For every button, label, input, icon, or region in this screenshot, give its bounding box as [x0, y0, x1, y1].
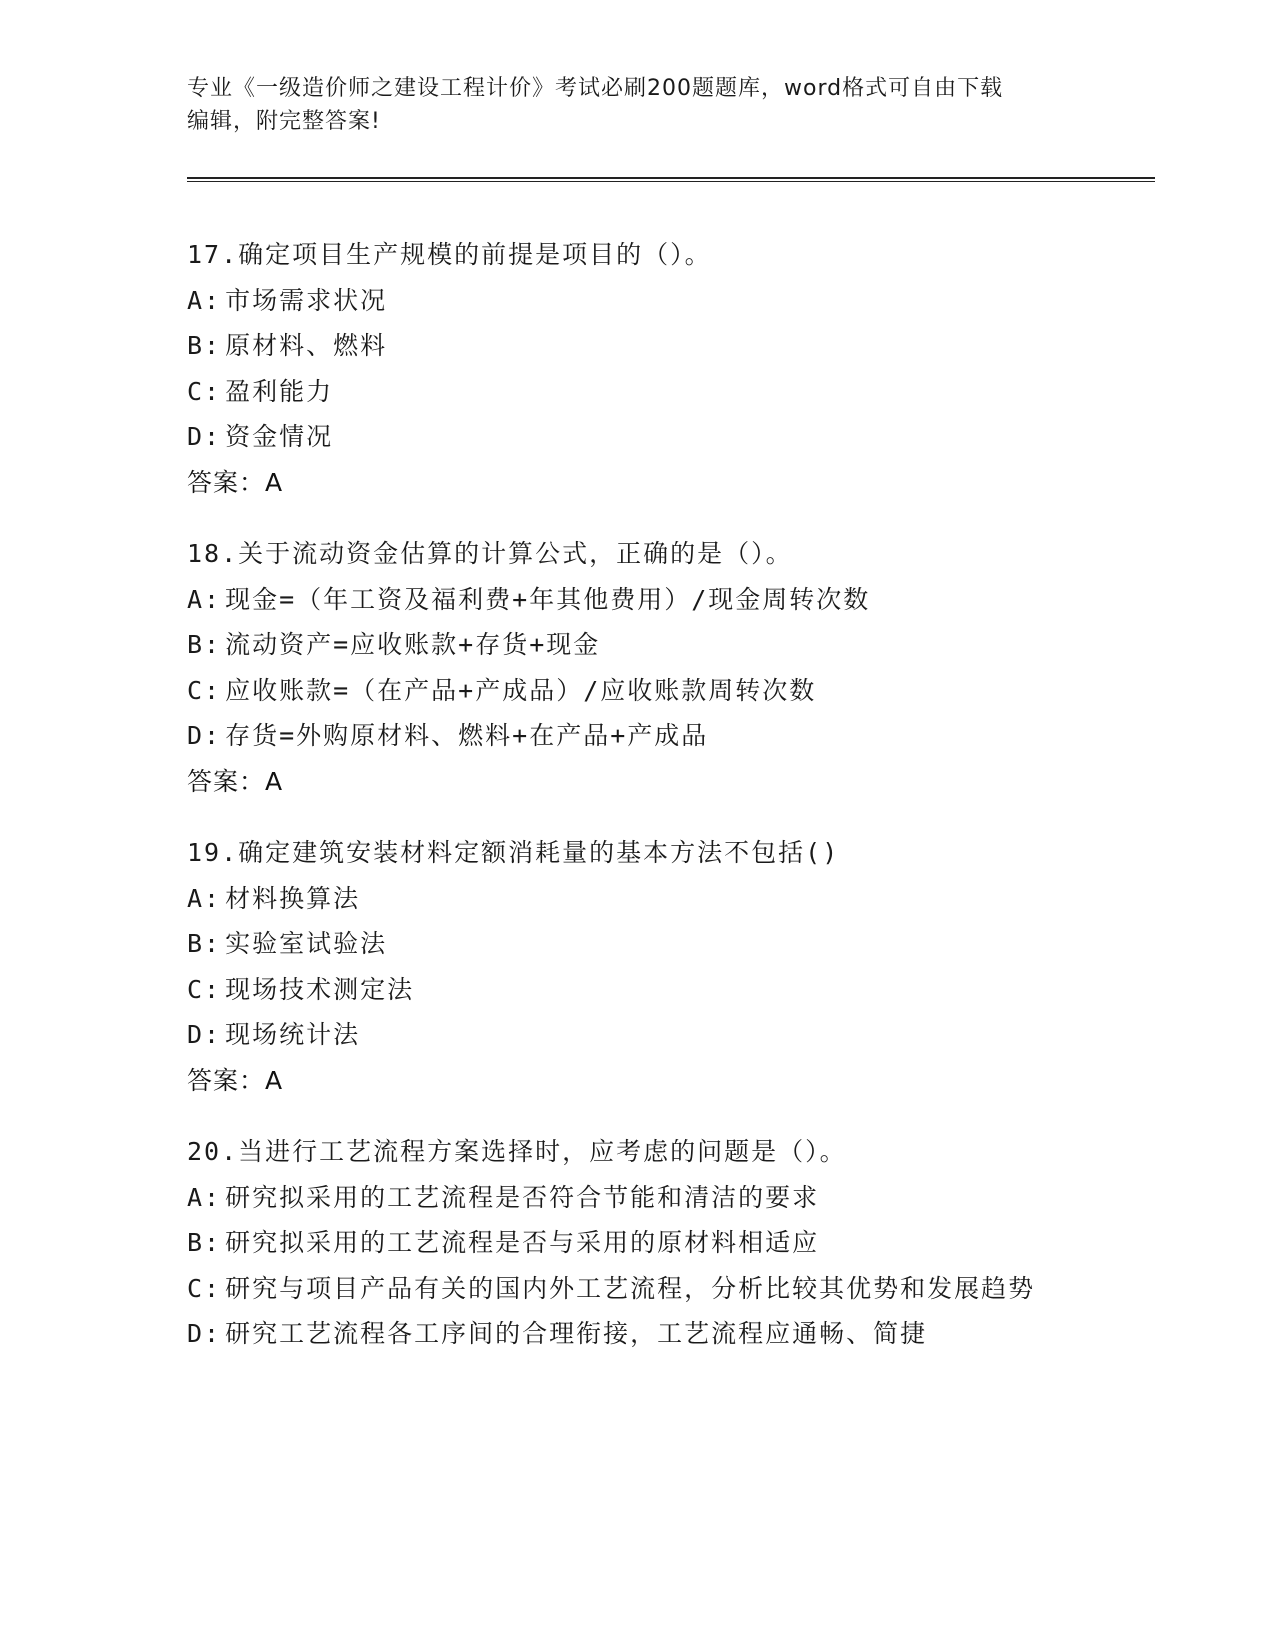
option-text: 市场需求状况: [225, 285, 388, 315]
option-letter: C:: [187, 974, 222, 1004]
option-letter: B:: [187, 929, 222, 958]
option-letter: B:: [187, 1228, 222, 1257]
option-letter: A:: [187, 883, 222, 913]
question-list: [187, 232, 1087, 1383]
option-letter: D:: [187, 721, 222, 750]
option-text: 现场统计法: [225, 1020, 361, 1049]
option-text: 资金情况: [225, 422, 334, 451]
option-b: [187, 323, 1087, 369]
option-text: 流动资产=应收账款+存货+现金: [225, 630, 601, 659]
option-letter: D:: [187, 1020, 222, 1049]
question-stem: 19.确定建筑安装材料定额消耗量的基本方法不包括(): [187, 838, 840, 867]
option-text: 应收账款=（在产品+产成品）/应收账款周转次数: [225, 675, 817, 705]
option-d: [187, 1311, 1087, 1357]
option-d: [187, 414, 1087, 460]
question-stem: 20.当进行工艺流程方案选择时，应考虑的问题是（）。: [187, 1137, 847, 1166]
option-text: 现金=（年工资及福利费+年其他费用）/现金周转次数: [225, 584, 871, 614]
option-d: [187, 1012, 1087, 1058]
option-letter: A:: [187, 285, 222, 315]
option-text: 研究拟采用的工艺流程是否与采用的原材料相适应: [225, 1228, 820, 1257]
question-20: [187, 1129, 1087, 1357]
option-a: [187, 278, 1087, 324]
answer-line: 答案：A: [187, 467, 284, 497]
document-header: [187, 72, 1087, 138]
option-letter: D:: [187, 1319, 222, 1348]
option-letter: C:: [187, 1273, 222, 1303]
option-letter: A:: [187, 1182, 222, 1212]
question-19: [187, 830, 1087, 1103]
question-17: [187, 232, 1087, 505]
option-letter: C:: [187, 675, 222, 705]
option-letter: C:: [187, 376, 222, 406]
option-text: 盈利能力: [225, 376, 334, 406]
option-c: [187, 369, 1087, 415]
option-c: [187, 668, 1087, 714]
option-d: [187, 713, 1087, 759]
option-letter: B:: [187, 630, 222, 659]
header-divider-thick: [187, 177, 1155, 179]
option-text: 现场技术测定法: [225, 974, 415, 1004]
option-a: [187, 1175, 1087, 1221]
answer-line: 答案：A: [187, 766, 284, 796]
option-letter: B:: [187, 331, 222, 360]
question-stem: 17.确定项目生产规模的前提是项目的（）。: [187, 240, 712, 269]
option-text: 存货=外购原材料、燃料+在产品+产成品: [225, 721, 709, 750]
option-c: [187, 967, 1087, 1013]
header-divider-thin: [187, 181, 1155, 182]
option-text: 实验室试验法: [225, 929, 388, 958]
option-letter: A:: [187, 584, 222, 614]
option-b: [187, 1220, 1087, 1266]
option-text: 研究与项目产品有关的国内外工艺流程，分析比较其优势和发展趋势: [225, 1273, 1036, 1303]
question-stem: 18.关于流动资金估算的计算公式，正确的是（）。: [187, 539, 793, 568]
option-text: 材料换算法: [225, 883, 361, 913]
header-line-2: 编辑，附完整答案!: [187, 109, 381, 134]
option-a: [187, 876, 1087, 922]
option-text: 原材料、燃料: [225, 331, 388, 360]
question-18: [187, 531, 1087, 804]
option-letter: D:: [187, 422, 222, 451]
option-b: [187, 921, 1087, 967]
option-c: [187, 1266, 1087, 1312]
answer-line: 答案：A: [187, 1065, 284, 1095]
option-a: [187, 577, 1087, 623]
option-text: 研究工艺流程各工序间的合理衔接，工艺流程应通畅、简捷: [225, 1319, 928, 1348]
option-text: 研究拟采用的工艺流程是否符合节能和清洁的要求: [225, 1182, 820, 1212]
header-line-1: 专业《一级造价师之建设工程计价》考试必刷200题题库，word格式可自由下载: [187, 76, 1004, 101]
option-b: [187, 622, 1087, 668]
